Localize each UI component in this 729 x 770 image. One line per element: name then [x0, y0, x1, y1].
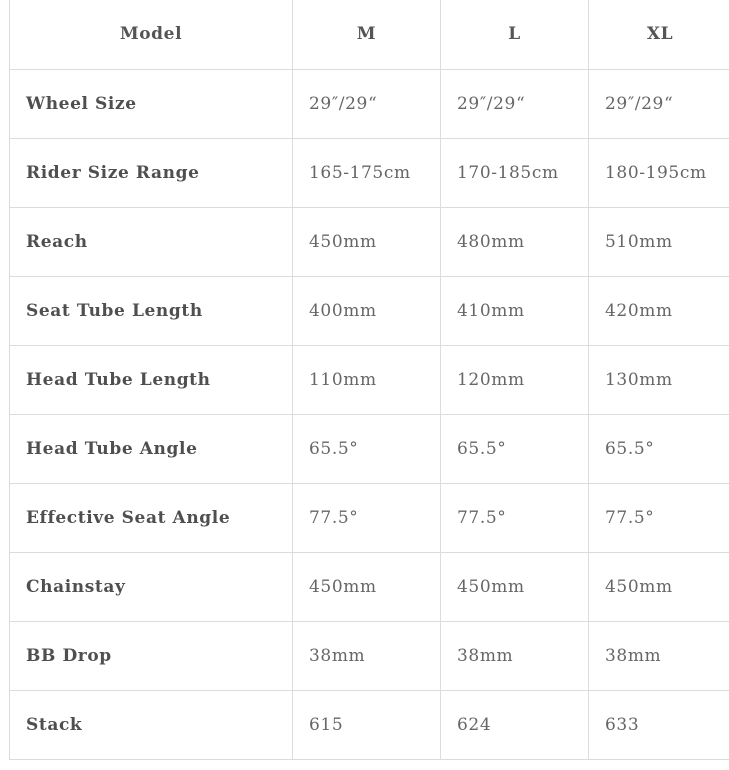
cell-xl: 420mm: [589, 276, 729, 345]
cell-l: 410mm: [441, 276, 589, 345]
table-row: [10, 621, 729, 690]
cell-xl: 180-195cm: [589, 138, 729, 207]
table-row: [10, 138, 729, 207]
cell-l: 120mm: [441, 345, 589, 414]
table-row: [10, 276, 729, 345]
cell-l: 38mm: [441, 621, 589, 690]
cell-m: 77.5°: [293, 483, 441, 552]
header-size-l: L: [441, 0, 589, 69]
row-label: Effective Seat Angle: [10, 483, 293, 552]
header-model: Model: [10, 0, 293, 69]
cell-xl: 65.5°: [589, 414, 729, 483]
table-row: [10, 414, 729, 483]
row-label: Stack: [10, 690, 293, 759]
cell-m: 615: [293, 690, 441, 759]
cell-m: 110mm: [293, 345, 441, 414]
cell-l: 77.5°: [441, 483, 589, 552]
cell-m: 450mm: [293, 552, 441, 621]
row-label: Wheel Size: [10, 69, 293, 138]
cell-l: 480mm: [441, 207, 589, 276]
cell-xl: 77.5°: [589, 483, 729, 552]
row-label: Head Tube Length: [10, 345, 293, 414]
row-label: Head Tube Angle: [10, 414, 293, 483]
row-label: Rider Size Range: [10, 138, 293, 207]
cell-m: 29″/29“: [293, 69, 441, 138]
table-row: [10, 483, 729, 552]
row-label: BB Drop: [10, 621, 293, 690]
row-label: Reach: [10, 207, 293, 276]
cell-l: 624: [441, 690, 589, 759]
cell-xl: 38mm: [589, 621, 729, 690]
cell-m: 38mm: [293, 621, 441, 690]
cell-m: 165-175cm: [293, 138, 441, 207]
cell-m: 450mm: [293, 207, 441, 276]
cell-l: 170-185cm: [441, 138, 589, 207]
table-row: [10, 690, 729, 759]
header-size-m: M: [293, 0, 441, 69]
header-size-xl: XL: [589, 0, 729, 69]
cell-l: 65.5°: [441, 414, 589, 483]
cell-xl: 510mm: [589, 207, 729, 276]
cell-l: 29″/29“: [441, 69, 589, 138]
table-row: [10, 207, 729, 276]
cell-xl: 29″/29“: [589, 69, 729, 138]
geometry-table-container: [9, 0, 729, 770]
cell-m: 65.5°: [293, 414, 441, 483]
cell-xl: 450mm: [589, 552, 729, 621]
table-row: [10, 345, 729, 414]
row-label: Chainstay: [10, 552, 293, 621]
row-label: Seat Tube Length: [10, 276, 293, 345]
cell-l: 450mm: [441, 552, 589, 621]
table-row: [10, 69, 729, 138]
table-row: [10, 552, 729, 621]
cell-xl: 633: [589, 690, 729, 759]
cell-xl: 130mm: [589, 345, 729, 414]
table-header-row: [10, 0, 729, 69]
cell-m: 400mm: [293, 276, 441, 345]
geometry-table: [9, 0, 729, 760]
